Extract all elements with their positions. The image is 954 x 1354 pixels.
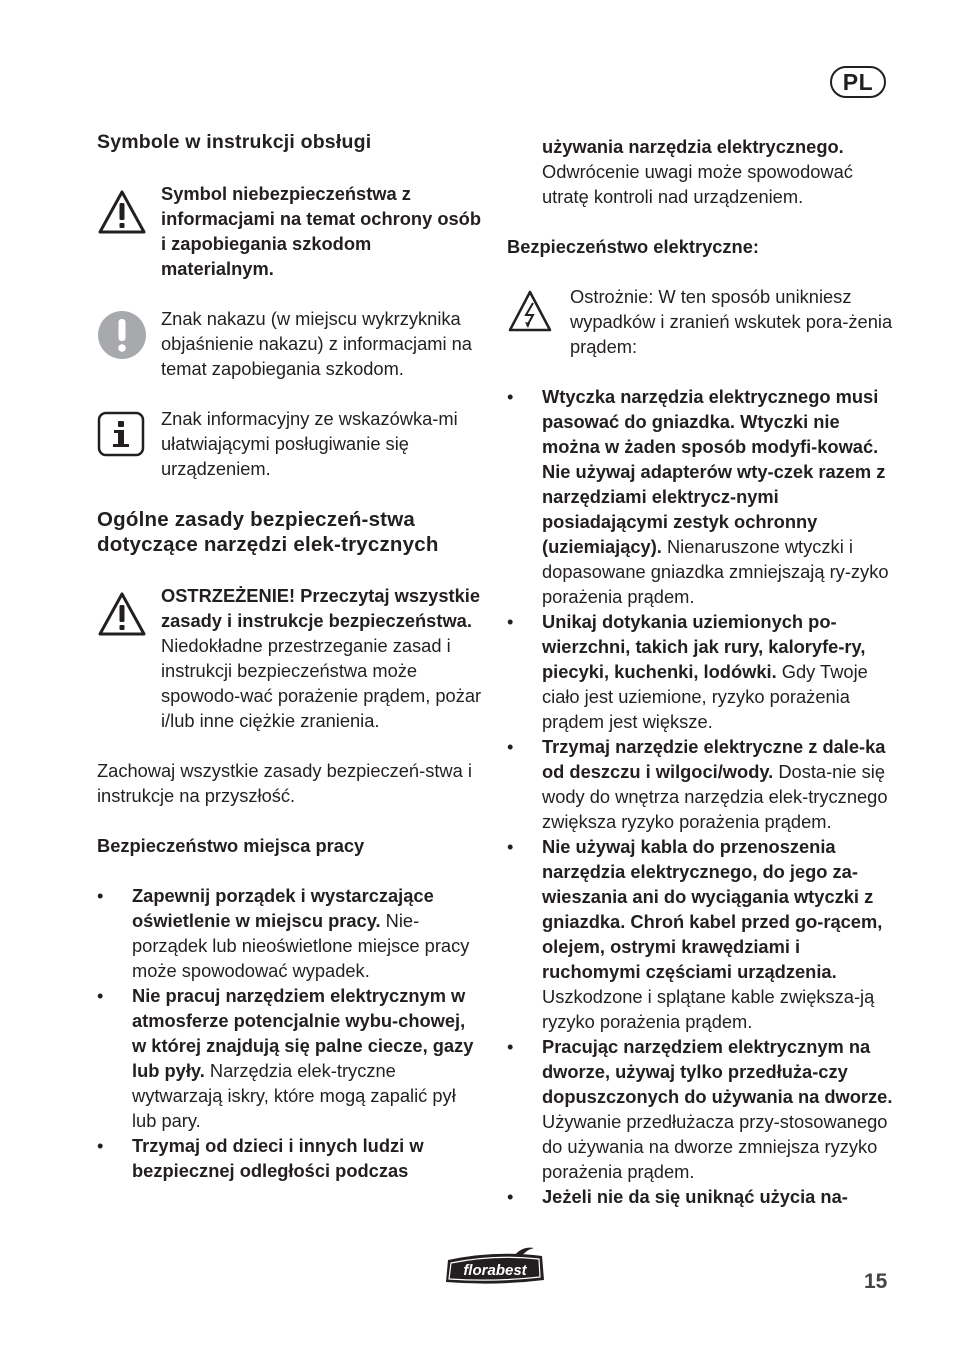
left-column [97,130,482,1183]
language-badge [830,66,886,98]
bullet-normal-text: Nienaruszone wtyczki i dopasowane gniazdka zmniejszają ry-zyko porażenia prądem. [542,536,889,607]
symbol-danger-text: Symbol niebezpieczeństwa z informacjami na temat ochrony osób i zapobiegania szkodom materialnym. [161,183,481,279]
bullet-icon: • [507,1186,514,1207]
list-item [97,883,482,983]
bullet-normal-text: Dosta-nie się wody do wnętrza narzędzia elek-trycznego zwiększa ryzyko porażenia prądem. [542,761,888,832]
bullet-icon: • [507,611,514,632]
subsection-title-electrical: Bezpieczeństwo elektryczne: [507,236,759,257]
list-item [507,834,897,1034]
subsection-title-workplace: Bezpieczeństwo miejsca pracy [97,835,365,856]
keep-instructions-text: Zachowaj wszystkie zasady bezpieczeń-stwa i instrukcje na przyszłość. [97,760,472,806]
list-item [507,1034,897,1184]
list-item [507,384,897,609]
section-title-general-safety: Ogólne zasady bezpieczeń-stwa dotyczące narzędzi elek-trycznych [97,508,439,556]
bullet-normal-text: Narzędzia elek-tryczne wytwarzają iskry, które mogą zapalić pył lub pary. [132,1060,456,1131]
caution-text: Ostrożnie: W ten sposób unikniesz wypadków i zranień wskutek pora-żenia prądem: [570,286,893,357]
warning-row [97,583,482,733]
bullet-icon: • [97,985,104,1006]
bullet-icon: • [507,386,514,407]
page-number: 15 [864,1270,888,1293]
logo-text: florabest [463,1262,527,1279]
symbol-mandatory-text: Znak nakazu (w miejscu wykrzyknika objaśnienie nakazu) z informacjami na temat zapobiegania szkodom. [161,308,472,379]
workplace-bullet-list [97,883,482,1183]
warning-triangle-icon [97,591,147,637]
right-column [507,134,897,1209]
bullet-icon: • [507,736,514,757]
bullet-bold-text: Nie używaj kabla do przenoszenia narzędzia elektrycznego, do jego za-wieszania ani do wyciągania wtyczki z gniazdka. Chroń kabel przed go-rącem, olejem, ostrymi krawędziami i ruchomymi częściami urządzenia. [542,836,883,982]
symbol-info-row [97,406,482,481]
bullet-normal-text: Uszkodzone i splątane kable zwiększa-ją ryzyko porażenia prądem. [542,986,875,1032]
bullet-bold-text: Pracując narzędziem elektrycznym na dworze, używaj tylko przedłuża-czy dopuszczonych do używania na dworze. [542,1036,893,1107]
bullet-bold-text: Trzymaj narzędzie elektryczne z dale-ka od deszczu i wilgoci/wody. [542,736,886,782]
bullet-icon: • [97,1135,104,1156]
caution-row [507,284,897,359]
bullet-icon: • [97,885,104,906]
symbol-danger-row [97,181,482,281]
bullet-bold-text: Jeżeli nie da się uniknąć użycia na- [542,1186,848,1207]
electric-shock-warning-icon [507,289,553,333]
list-item [507,609,897,734]
bullet-normal-text: Nie-porządek lub nieoświetlone miejsce pracy może spowodować wypadek. [132,910,470,981]
list-item [97,1133,482,1183]
list-item [97,983,482,1133]
bullet-bold-text: Wtyczka narzędzia elektrycznego musi pasować do gniazdka. Wtyczki nie można w żaden sposób modyfi-kować. Nie używaj adapterów wty-czek razem z narzędziami elektrycz-nymi posiadającymi zestyk ochronny (uziemiający). [542,386,886,557]
bullet-icon: • [507,836,514,857]
bullet-bold-text: Unikaj dotykania uziemionych po-wierzchni, takich jak rury, kaloryfe-ry, piecyki, kuchenki, lodówki. [542,611,866,682]
bullet-bold-text: Trzymaj od dzieci i innych ludzi w bezpiecznej odległości podczas [132,1135,424,1181]
continued-normal-text: Odwrócenie uwagi może spowodować utratę kontroli nad urządzeniem. [542,161,853,207]
symbol-mandatory-row [97,306,482,381]
warning-bold-text: OSTRZEŻENIE! Przeczytaj wszystkie zasady i instrukcje bezpieczeństwa. [161,585,481,631]
electrical-bullet-list [507,384,897,1209]
bullet-bold-text: Nie pracuj narzędziem elektrycznym w atmosferze potencjalnie wybu-chowej, w której znajdują się palne ciecze, gazy lub pyły. [132,985,474,1081]
continued-text [507,134,897,209]
bullet-bold-text: Zapewnij porządek i wystarczające oświetlenie w miejscu pracy. [132,885,434,931]
florabest-logo [442,1246,548,1286]
warning-normal-text: Niedokładne przestrzeganie zasad i instrukcji bezpieczeństwa może spowodo-wać porażenie prądem, pożar i/lub inne ciężkie zranienia. [161,635,482,731]
bullet-normal-text: Gdy Twoje ciało jest uziemione, ryzyko porażenia prądem jest większe. [542,661,868,732]
warning-text [161,583,482,733]
mandatory-exclamation-icon [97,310,147,360]
bullet-normal-text: Używanie przedłużacza przy-stosowanego do używania na dworze zmniejsza ryzyko porażenia prądem. [542,1111,888,1182]
section-title-symbols: Symbole w instrukcji obsługi [97,131,372,153]
continued-bold-text: używania narzędzia elektrycznego. [542,136,844,157]
list-item [507,734,897,834]
info-icon [97,411,145,457]
language-code: PL [842,68,874,95]
list-item [507,1184,897,1209]
warning-triangle-icon [97,189,147,235]
symbol-info-text: Znak informacyjny ze wskazówka-mi ułatwiającymi posługiwanie się urządzeniem. [161,408,458,479]
bullet-icon: • [507,1036,514,1057]
